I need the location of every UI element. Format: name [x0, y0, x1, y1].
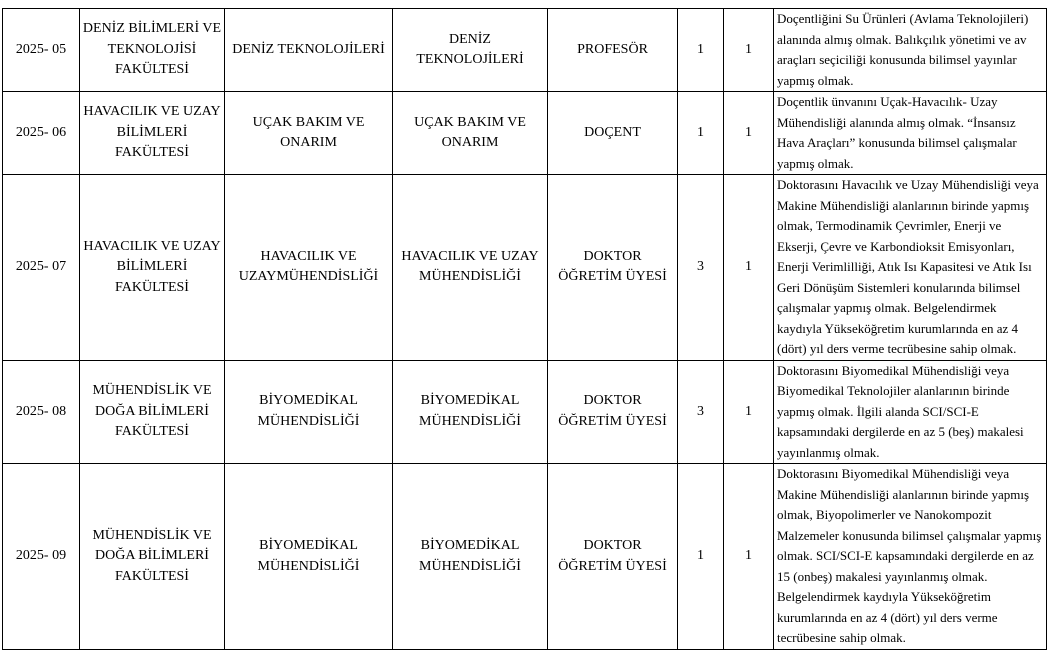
faculty-name: MÜHENDİSLİK VE DOĞA BİLİMLERİ FAKÜLTESİ — [80, 464, 225, 650]
conditions-text: Doçentlik ünvanını Uçak-Havacılık- Uzay Mühendisliği alanında almış olmak. “İnsansız Hava Araçları” konusunda bilimsel çalışmalar yapmış olmak. — [774, 92, 1047, 175]
count-cell: 1 — [678, 92, 724, 175]
count-cell: 1 — [678, 464, 724, 650]
position-code: 2025- 08 — [3, 360, 80, 464]
program-name: BİYOMEDİKAL MÜHENDİSLİĞİ — [393, 360, 548, 464]
conditions-text: Doktorasını Biyomedikal Mühendisliği veya Makine Mühendisliği alanlarının birinde yapmış olmak, Biyopolimerler ve Nanokompozit Malzemeler konusunda bilimsel çalışmalar yapmış olmak. SCI/SCI-E kapsamındaki dergilerde en az 15 (onbeş) makalesi yayınlanmış olmak. Belgelendirmek kaydıyla Yükseköğretim kurumlarında en az 4 (dört) yıl ders verme tecrübesine sahip olmak. — [774, 464, 1047, 650]
department-name: BİYOMEDİKAL MÜHENDİSLİĞİ — [225, 464, 393, 650]
program-name: HAVACILIK VE UZAY MÜHENDİSLİĞİ — [393, 175, 548, 361]
table-row — [3, 175, 1047, 361]
degree-cell: 1 — [724, 175, 774, 361]
department-name: BİYOMEDİKAL MÜHENDİSLİĞİ — [225, 360, 393, 464]
degree-cell: 1 — [724, 360, 774, 464]
faculty-name: MÜHENDİSLİK VE DOĞA BİLİMLERİ FAKÜLTESİ — [80, 360, 225, 464]
table-row — [3, 9, 1047, 92]
conditions-text: Doktorasını Havacılık ve Uzay Mühendisliği veya Makine Mühendisliği alanlarının birinde yapmış olmak, Termodinamik Çevrimler, Enerji ve Ekserji, Çevre ve Karbondioksit Emisyonları, Enerji Verimlilliği, Atık Isı Kapasitesi ve Atık Isı Geri Dönüşüm Sistemleri konularında bilimsel çalışmalar yapmış olmak. Belgelendirmek kaydıyla Yükseköğretim kurumlarında en az 4 (dört) yıl ders verme tecrübesine sahip olmak. — [774, 175, 1047, 361]
degree-cell: 1 — [724, 9, 774, 92]
degree-cell: 1 — [724, 92, 774, 175]
academic-title: DOKTOR ÖĞRETİM ÜYESİ — [548, 175, 678, 361]
position-code: 2025- 09 — [3, 464, 80, 650]
count-cell: 3 — [678, 360, 724, 464]
table-row — [3, 464, 1047, 650]
conditions-text: Doçentliğini Su Ürünleri (Avlama Teknolojileri) alanında almış olmak. Balıkçılık yönetimi ve av araçları seçiciliği konusunda bilimsel yayınlar yapmış olmak. — [774, 9, 1047, 92]
count-cell: 1 — [678, 9, 724, 92]
conditions-text: Doktorasını Biyomedikal Mühendisliği veya Biyomedikal Teknolojiler alanlarının birinde yapmış olmak. İlgili alanda SCI/SCI-E kapsamındaki dergilerde en az 5 (beş) makalesi yayınlanmış olmak. — [774, 360, 1047, 464]
program-name: DENİZ TEKNOLOJİLERİ — [393, 9, 548, 92]
count-cell: 3 — [678, 175, 724, 361]
position-code: 2025- 06 — [3, 92, 80, 175]
positions-table — [2, 8, 1047, 650]
department-name: UÇAK BAKIM VE ONARIM — [225, 92, 393, 175]
academic-title: DOÇENT — [548, 92, 678, 175]
degree-cell: 1 — [724, 464, 774, 650]
program-name: BİYOMEDİKAL MÜHENDİSLİĞİ — [393, 464, 548, 650]
position-code: 2025- 05 — [3, 9, 80, 92]
faculty-name: HAVACILIK VE UZAY BİLİMLERİ FAKÜLTESİ — [80, 175, 225, 361]
faculty-name: DENİZ BİLİMLERİ VE TEKNOLOJİSİ FAKÜLTESİ — [80, 9, 225, 92]
academic-title: DOKTOR ÖĞRETİM ÜYESİ — [548, 464, 678, 650]
table-row — [3, 360, 1047, 464]
department-name: HAVACILIK VE UZAYMÜHENDİSLİĞİ — [225, 175, 393, 361]
department-name: DENİZ TEKNOLOJİLERİ — [225, 9, 393, 92]
academic-title: DOKTOR ÖĞRETİM ÜYESİ — [548, 360, 678, 464]
table-row — [3, 92, 1047, 175]
faculty-name: HAVACILIK VE UZAY BİLİMLERİ FAKÜLTESİ — [80, 92, 225, 175]
academic-title: PROFESÖR — [548, 9, 678, 92]
position-code: 2025- 07 — [3, 175, 80, 361]
program-name: UÇAK BAKIM VE ONARIM — [393, 92, 548, 175]
